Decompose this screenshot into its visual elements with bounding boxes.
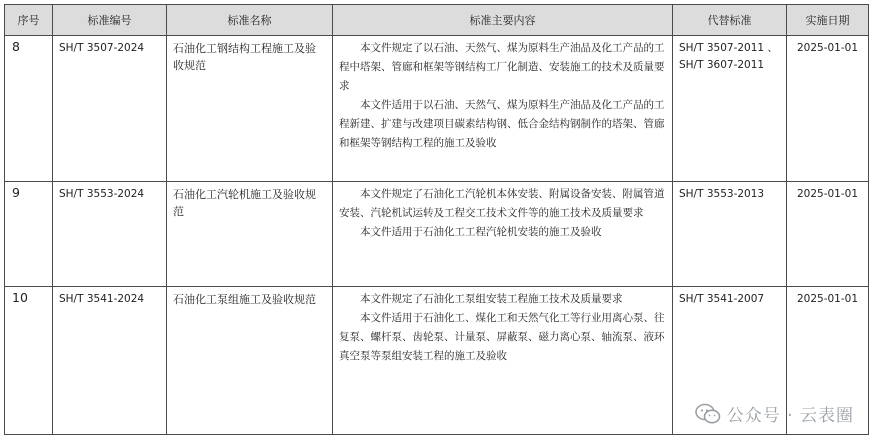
content-paragraph: 本文件适用于石油化工工程汽轮机安装的施工及验收 bbox=[360, 226, 602, 238]
row-num: 9 bbox=[5, 182, 53, 287]
watermark-text: 公众号 · 云表圈 bbox=[726, 406, 854, 426]
row-code: SH/T 3541-2024 bbox=[53, 287, 167, 435]
row-code: SH/T 3553-2024 bbox=[53, 182, 167, 287]
content-paragraph: 本文件适用于石油化工、煤化工和天然气化工等行业用离心泵、往复泵、螺杆泵、齿轮泵、计量泵、屏蔽泵、磁力离心泵、轴流泵、液环真空泵等泵组安装工程的施工及验收 bbox=[339, 312, 665, 362]
row-replaced: SH/T 3507-2011 、SH/T 3607-2011 bbox=[673, 36, 787, 182]
content-paragraph: 本文件规定了以石油、天然气、煤为原料生产油品及化工产品的工程中塔架、管廊和框架等钢结构工厂化制造、安装施工的技术及质量要求 bbox=[339, 42, 665, 92]
row-date: 2025-01-01 bbox=[787, 36, 869, 182]
row-name: 石油化工钢结构工程施工及验收规范 bbox=[167, 36, 333, 182]
content-paragraph: 本文件规定了石油化工汽轮机本体安装、附属设备安装、附属管道安装、汽轮机试运转及工程交工技术文件等的施工技术及质量要求 bbox=[339, 188, 665, 219]
row-name: 石油化工泵组施工及验收规范 bbox=[167, 287, 333, 435]
row-content bbox=[333, 36, 673, 182]
header-date: 实施日期 bbox=[787, 5, 869, 36]
row-replaced: SH/T 3553-2013 bbox=[673, 182, 787, 287]
header-name: 标准名称 bbox=[167, 5, 333, 36]
row-code: SH/T 3507-2024 bbox=[53, 36, 167, 182]
row-num: 10 bbox=[5, 287, 53, 435]
row-date: 2025-01-01 bbox=[787, 182, 869, 287]
header-code: 标准编号 bbox=[53, 5, 167, 36]
header-num: 序号 bbox=[5, 5, 53, 36]
table-header-row bbox=[5, 5, 869, 36]
row-content bbox=[333, 182, 673, 287]
wechat-icon bbox=[695, 403, 721, 425]
content-paragraph: 本文件规定了石油化工泵组安装工程施工技术及质量要求 bbox=[360, 293, 623, 305]
content-paragraph: 本文件适用于以石油、天然气、煤为原料生产油品及化工产品的工程新建、扩建与改建项目碳素结构钢、低合金结构钢制作的塔架、管廊和框架等钢结构工程的施工及验收 bbox=[339, 99, 665, 149]
row-name: 石油化工汽轮机施工及验收规范 bbox=[167, 182, 333, 287]
row-num: 8 bbox=[5, 36, 53, 182]
header-replaced: 代替标准 bbox=[673, 5, 787, 36]
row-content bbox=[333, 287, 673, 435]
row-replaced: SH/T 3541-2007 bbox=[673, 287, 787, 435]
header-content: 标准主要内容 bbox=[333, 5, 673, 36]
table-row bbox=[5, 36, 869, 182]
row-date: 2025-01-01 bbox=[787, 287, 869, 435]
watermark bbox=[695, 401, 854, 426]
table-row bbox=[5, 182, 869, 287]
standards-table bbox=[4, 4, 869, 435]
